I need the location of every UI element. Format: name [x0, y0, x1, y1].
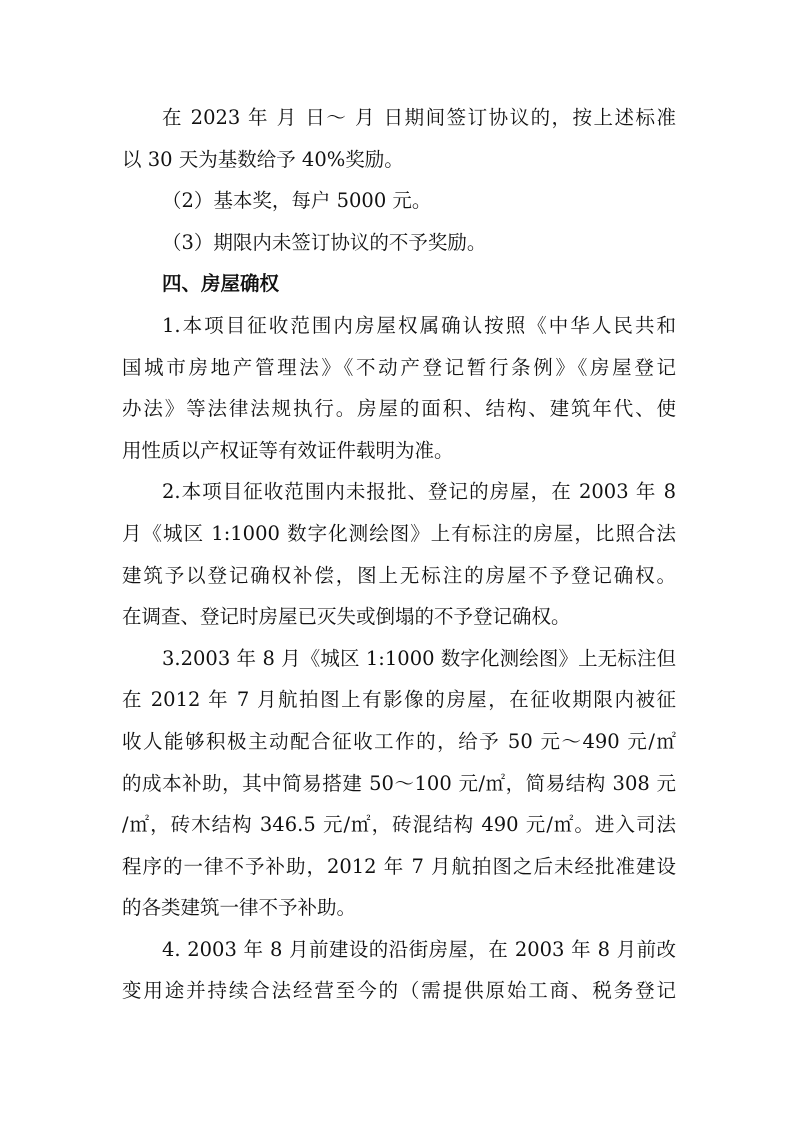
text-line: 程序的一律不予补助，2012 年 7 月航拍图之后未经批准建设: [122, 854, 676, 878]
text-line: （3）期限内未签订协议的不予奖励。: [162, 230, 487, 254]
text-line: 的各类建筑一律不予补助。: [122, 896, 357, 920]
text-line: 4. 2003 年 8 月前建设的沿街房屋，在 2003 年 8 月前改: [162, 937, 676, 961]
text-line: 收人能够积极主动配合征收工作的，给予 50 元～490 元/㎡: [122, 729, 676, 753]
text-line: 以 30 天为基数给予 40%奖励。: [122, 147, 404, 171]
text-line: 月《城区 1:1000 数字化测绘图》上有标注的房屋，比照合法: [122, 521, 676, 545]
section-heading: 四、房屋确权: [162, 272, 280, 296]
document-page: [122, 97, 676, 1012]
text-line: 在调查、登记时房屋已灭失或倒塌的不予登记确权。: [122, 605, 571, 629]
text-line: 国城市房地产管理法》《不动产登记暂行条例》《房屋登记: [122, 355, 676, 379]
text-line: 办法》等法律法规执行。房屋的面积、结构、建筑年代、使: [122, 397, 676, 421]
text-line: 1.本项目征收范围内房屋权属确认按照《中华人民共和: [162, 313, 676, 337]
text-line: 在 2012 年 7 月航拍图上有影像的房屋，在征收期限内被征: [122, 688, 676, 712]
text-line: 用性质以产权证等有效证件载明为准。: [122, 438, 454, 462]
text-line: 在 2023 年 月 日～ 月 日期间签订协议的，按上述标准: [162, 106, 676, 129]
text-line: 的成本补助，其中简易搭建 50～100 元/㎡，简易结构 308 元: [122, 771, 676, 795]
text-line: 变用途并持续合法经营至今的（需提供原始工商、税务登记: [122, 979, 676, 1003]
text-line: 建筑予以登记确权补偿，图上无标注的房屋不予登记确权。: [122, 563, 676, 587]
text-line: 2.本项目征收范围内未报批、登记的房屋，在 2003 年 8: [162, 480, 676, 504]
text-line: （2）基本奖，每户 5000 元。: [162, 189, 432, 213]
text-line: /㎡，砖木结构 346.5 元/㎡，砖混结构 490 元/㎡。进入司法: [122, 813, 676, 837]
text-line: 3.2003 年 8 月《城区 1:1000 数字化测绘图》上无标注但: [162, 646, 676, 670]
